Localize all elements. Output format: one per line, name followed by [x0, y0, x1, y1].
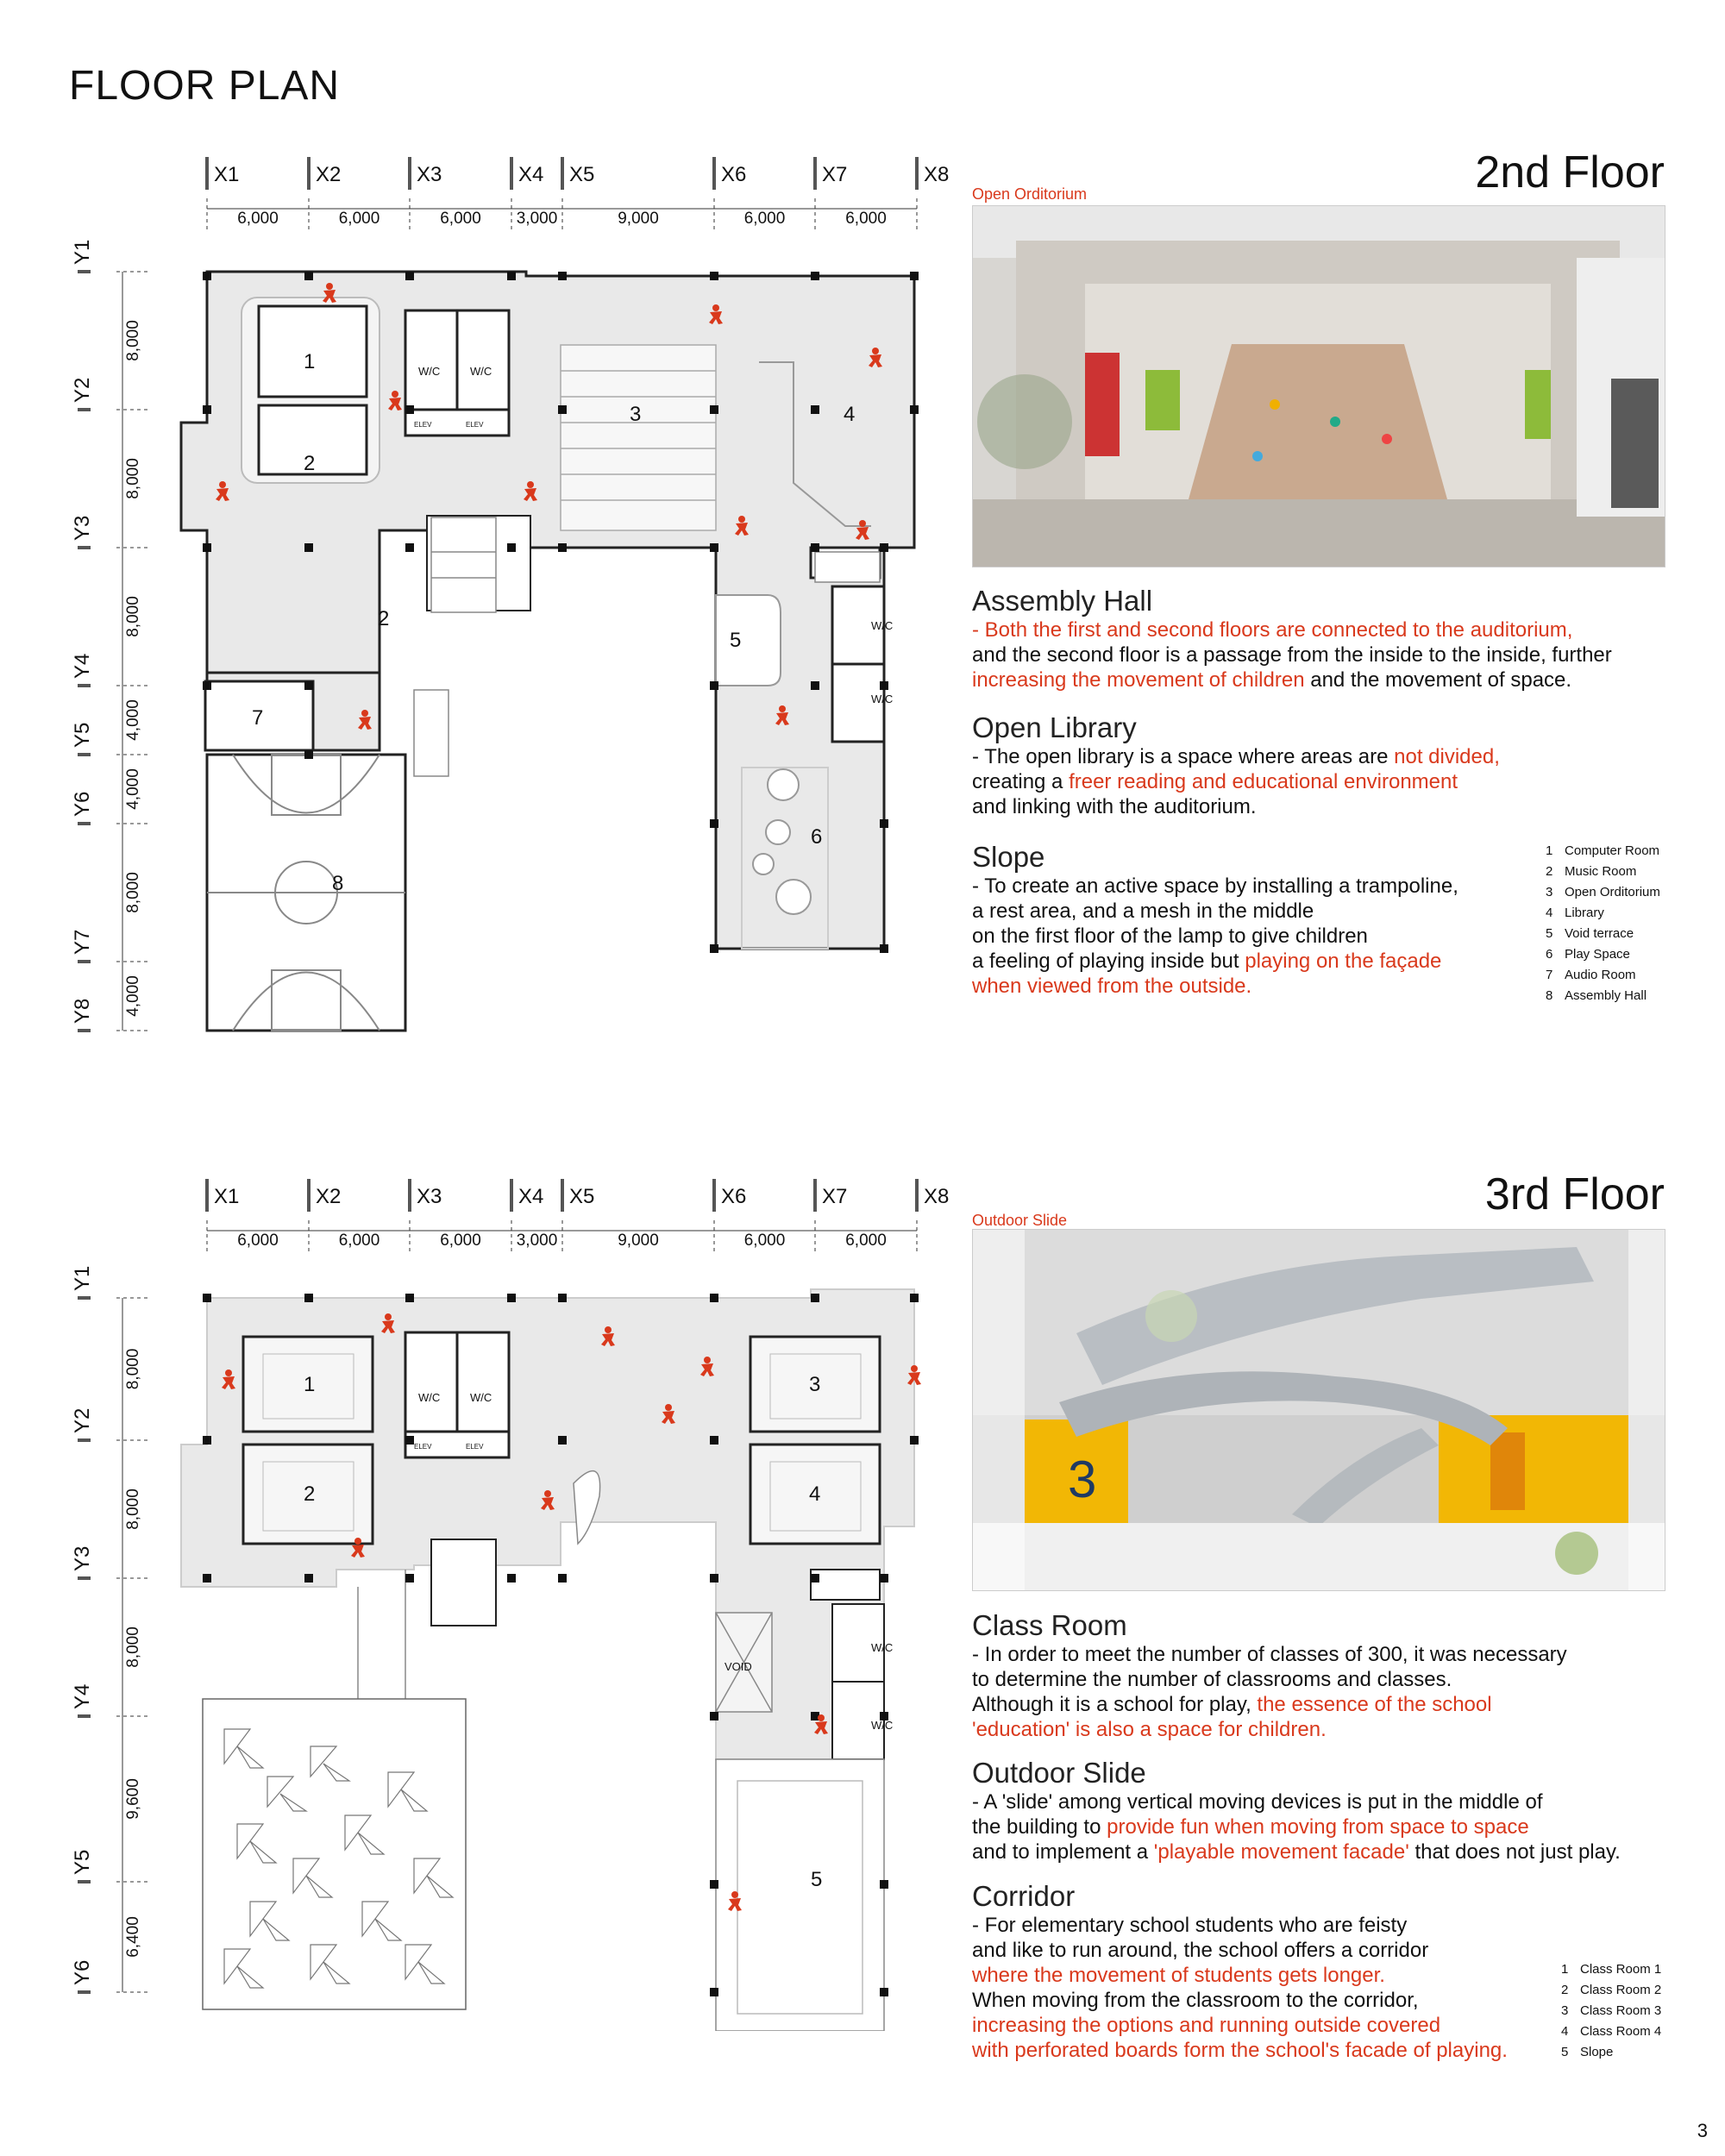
body-text: - For elementary school students who are feisty — [972, 1914, 1408, 1937]
legend-number: 5 — [1546, 926, 1553, 941]
floor3-slope-area — [716, 1759, 884, 2031]
floor2-plan — [52, 147, 949, 1035]
floor2-text-assembly-hall — [972, 617, 1679, 693]
floor3-text-class-room — [972, 1642, 1679, 1742]
floor2-xdim-1: 6,000 — [237, 210, 279, 228]
floor3-axis-x5: X5 — [569, 1185, 595, 1208]
floor2-photo-caption: Open Orditorium — [972, 185, 1088, 203]
floor2-column — [203, 543, 211, 552]
floor2-wc-1: W/C — [418, 365, 441, 378]
legend-label: Class Room 1 — [1580, 1962, 1662, 1977]
floor2-column — [405, 405, 414, 414]
floor3-column — [558, 1574, 567, 1583]
floor2-axis-y8: Y8 — [71, 998, 94, 1024]
floor3-pattern-triangle — [418, 1962, 444, 1984]
floor2-elev-2: ELEV — [466, 421, 484, 429]
floor2-void-terrace — [716, 595, 781, 686]
highlight-text: playing on the façade — [1245, 950, 1442, 973]
floor3-column — [910, 1294, 919, 1302]
floor3-text-line — [972, 1717, 1679, 1742]
floor2-column — [304, 750, 313, 759]
floor3-wc-2: W/C — [470, 1391, 492, 1404]
floor3-pattern-triangle — [267, 1777, 293, 1807]
floor3-column — [304, 1574, 313, 1583]
floor3-heading-outdoor-slide: Outdoor Slide — [972, 1757, 1146, 1789]
legend-label: Computer Room — [1565, 843, 1660, 858]
floor3-column — [558, 1436, 567, 1445]
floor3-pattern-triangle — [306, 1876, 332, 1897]
floor2-column — [203, 272, 211, 280]
floor2-column — [811, 681, 819, 690]
legend-label: Assembly Hall — [1565, 988, 1647, 1003]
floor3-xdim-3: 6,000 — [440, 1232, 481, 1250]
floor3-axis-y1: Y1 — [71, 1265, 94, 1291]
floor3-plan — [52, 1169, 949, 2031]
highlight-text: Both the first and second floors are connected to the auditorium, — [984, 618, 1573, 642]
legend-label: Void terrace — [1565, 926, 1634, 941]
highlight-text: when viewed from the outside. — [972, 975, 1252, 998]
highlight-text: where the movement of students gets longer. — [972, 1964, 1385, 1987]
floor3-title: 3rd Floor — [1484, 1169, 1665, 1219]
legend-label: Slope — [1580, 2045, 1614, 2059]
floor2-section-open-library — [972, 711, 1679, 819]
floor2-column — [880, 681, 888, 690]
floor3-column — [507, 1294, 516, 1302]
floor2-title: 2nd Floor — [1475, 147, 1665, 197]
floor3-text-line — [972, 1692, 1679, 1717]
floor3-section-class-room — [972, 1609, 1679, 1742]
floor3-axis-y3: Y3 — [71, 1545, 94, 1571]
floor3-pattern-triangle — [280, 1794, 306, 1811]
floor2-axis-x4: X4 — [518, 163, 544, 186]
floor3-xdim-7: 6,000 — [845, 1232, 887, 1250]
floor3-axis-y4: Y4 — [71, 1683, 94, 1709]
body-text: Although it is a school for play, — [972, 1693, 1258, 1716]
floor3-axis-y5: Y5 — [71, 1849, 94, 1875]
floor3-room-5: 5 — [811, 1868, 823, 1891]
floor2-column — [203, 681, 211, 690]
floor2-heading-assembly-hall: Assembly Hall — [972, 585, 1153, 617]
floor3-column — [710, 1988, 718, 1996]
floor3-xdim-1: 6,000 — [237, 1232, 279, 1250]
floor2-room-1: 1 — [304, 350, 316, 373]
floor3-column — [405, 1574, 414, 1583]
legend-number: 3 — [1561, 2003, 1569, 2018]
floor3-column — [507, 1574, 516, 1583]
floor2-axis-y6: Y6 — [71, 791, 94, 817]
floor3-pattern-triangle — [237, 1746, 263, 1768]
floor3-axis-x7: X7 — [822, 1185, 848, 1208]
floor3-column — [203, 1574, 211, 1583]
floor3-xdim-2: 6,000 — [338, 1232, 380, 1250]
floor2-axis-y7: Y7 — [71, 929, 94, 955]
floor2-legend-item — [1546, 965, 1660, 986]
legend-label: Play Space — [1565, 947, 1630, 962]
floor3-bridge — [203, 1570, 466, 2009]
floor2-column — [880, 944, 888, 953]
floor3-pattern-triangle — [323, 1962, 349, 1984]
floor2-column — [507, 543, 516, 552]
legend-number: 1 — [1546, 843, 1553, 858]
floor2-xdim-6: 6,000 — [743, 210, 786, 228]
legend-label: Audio Room — [1565, 968, 1636, 982]
floor3-room-2: 2 — [304, 1482, 316, 1506]
floor2-elev-1: ELEV — [414, 421, 432, 429]
floor2-axis-x8: X8 — [924, 163, 949, 186]
floor2-column — [910, 405, 919, 414]
floor2-section-slope — [972, 841, 1507, 999]
floor2-column — [710, 944, 718, 953]
floor2-text-line — [972, 667, 1679, 693]
floor2-room-6: 6 — [811, 825, 823, 849]
legend-number: 8 — [1546, 988, 1553, 1003]
floor3-ydim-1: 8,000 — [124, 1348, 142, 1390]
floor3-wc-1: W/C — [418, 1391, 441, 1404]
floor3-pattern-triangle — [427, 1876, 453, 1897]
highlight-text: increasing the movement of children — [972, 668, 1305, 692]
floor3-ydim-3: 8,000 — [124, 1626, 142, 1668]
floor3-text-outdoor-slide — [972, 1789, 1714, 1865]
floor3-room-1: 1 — [304, 1373, 316, 1396]
floor2-xdim-4: 3,000 — [516, 210, 558, 228]
body-text: - A 'slide' among vertical moving devices is put in the middle of — [972, 1790, 1543, 1814]
floor3-column — [710, 1880, 718, 1889]
floor3-pattern-triangle — [310, 1746, 336, 1777]
floor2-column — [405, 272, 414, 280]
floor3-legend-item — [1561, 2021, 1661, 2042]
floor2-axis-y1: Y1 — [71, 239, 94, 265]
floor3-column — [811, 1574, 819, 1583]
legend-label: Class Room 4 — [1580, 2024, 1662, 2039]
floor2-axis-x6: X6 — [721, 163, 747, 186]
floor2-legend-item — [1546, 944, 1660, 965]
floor3-text-line — [972, 1667, 1679, 1692]
floor2-column — [710, 819, 718, 828]
floor3-heading-corridor: Corridor — [972, 1880, 1076, 1912]
highlight-text: the essence of the school — [1257, 1693, 1492, 1716]
floor3-column — [710, 1712, 718, 1720]
floor2-ydim-4: 4,000 — [124, 699, 142, 741]
floor3-triangle-pattern — [224, 1729, 453, 1988]
floor2-axis-y5: Y5 — [71, 722, 94, 748]
floor3-column — [203, 1436, 211, 1445]
floor2-column — [811, 272, 819, 280]
body-text: that does not just play. — [1408, 1840, 1621, 1864]
floor2-wc-2: W/C — [470, 365, 492, 378]
floor2-wc-3: W/C — [871, 619, 894, 632]
floor2-column — [304, 543, 313, 552]
floor2-axis-x7: X7 — [822, 163, 848, 186]
legend-label: Class Room 2 — [1580, 1983, 1662, 1997]
floor2-column — [558, 405, 567, 414]
floor2-text-line — [972, 769, 1679, 794]
floor3-axis-x6: X6 — [721, 1185, 747, 1208]
highlight-text: 'education' is also a space for children. — [972, 1718, 1327, 1741]
floor3-text-line — [972, 1814, 1714, 1839]
floor2-column — [710, 681, 718, 690]
floor3-column — [880, 1880, 888, 1889]
body-text: a rest area, and a mesh in the middle — [972, 899, 1314, 923]
floor3-photo-outdoor-slide — [972, 1229, 1665, 1591]
floor2-room-4: 4 — [844, 403, 856, 426]
floor3-column — [203, 1294, 211, 1302]
floor3-column — [880, 1574, 888, 1583]
floor3-axis-y2: Y2 — [71, 1407, 94, 1433]
floor2-legend-item — [1546, 862, 1660, 882]
page-number: 3 — [1697, 2120, 1708, 2141]
body-text: creating a — [972, 770, 1070, 793]
body-text: a feeling of playing inside but — [972, 950, 1245, 973]
body-text: and linking with the auditorium. — [972, 795, 1257, 818]
floor3-ydim-5: 6,400 — [124, 1916, 142, 1958]
floor2-text-line — [972, 949, 1507, 974]
legend-number: 3 — [1546, 885, 1553, 899]
floor2-heading-open-library: Open Library — [972, 711, 1137, 743]
body-text: and the movement of space. — [1304, 668, 1572, 692]
floor3-column — [880, 1988, 888, 1996]
floor3-xdim-6: 6,000 — [743, 1232, 786, 1250]
floor3-pattern-triangle — [263, 1919, 289, 1940]
highlight-text: provide fun when moving from space to space — [1107, 1815, 1529, 1839]
floor3-pattern-triangle — [401, 1789, 427, 1811]
floor2-axis-y2: Y2 — [71, 377, 94, 403]
floor2-column — [910, 272, 919, 280]
floor2-column — [558, 543, 567, 552]
floor3-legend — [1561, 1959, 1661, 2063]
legend-number: 4 — [1546, 906, 1553, 920]
legend-number: 5 — [1561, 2045, 1569, 2059]
floor2-column — [880, 543, 888, 552]
floor3-axis-y6: Y6 — [71, 1959, 94, 1985]
floor2-text-line — [972, 617, 1679, 642]
floor2-text-open-library — [972, 744, 1679, 819]
floor3-slide-opening — [574, 1471, 600, 1544]
floor2-column — [880, 819, 888, 828]
floor3-legend-item — [1561, 1959, 1661, 1980]
highlight-text: not divided, — [1394, 745, 1500, 768]
floor2-axis-x5: X5 — [569, 163, 595, 186]
body-text: and like to run around, the school offers a corridor — [972, 1939, 1429, 1962]
floor2-column — [558, 272, 567, 280]
floor2-ydim-5: 4,000 — [124, 768, 142, 810]
legend-label: Open Orditorium — [1565, 885, 1660, 899]
body-text: and to implement a — [972, 1840, 1154, 1864]
floor3-pattern-triangle — [237, 1966, 263, 1988]
floor2-text-line — [972, 899, 1507, 924]
floor2-column — [710, 405, 718, 414]
floor2-legend — [1546, 841, 1660, 1006]
floor2-room-5: 5 — [730, 629, 742, 652]
floor2-column — [405, 543, 414, 552]
highlight-text: with perforated boards form the school's facade of playing. — [972, 2039, 1508, 2062]
floor2-legend-item — [1546, 986, 1660, 1006]
floor3-pattern-triangle — [323, 1764, 349, 1781]
body-text: on the first floor of the lamp to give children — [972, 924, 1368, 948]
floor3-heading-class-room: Class Room — [972, 1609, 1127, 1641]
floor3-photo-caption: Outdoor Slide — [972, 1212, 1068, 1229]
floor2-room-2b: 2 — [378, 607, 390, 630]
floor2-text-line — [972, 874, 1507, 899]
floor2-text-line — [972, 744, 1679, 769]
floor2-column — [507, 272, 516, 280]
body-text: - To create an active space by installing a trampoline, — [972, 874, 1458, 898]
floor2-axis-x3: X3 — [417, 163, 442, 186]
floor2-basketball-court — [207, 755, 405, 1031]
floor3-column — [811, 1294, 819, 1302]
floor2-ydim-6: 8,000 — [124, 872, 142, 913]
body-text: When moving from the classroom to the corridor, — [972, 1989, 1419, 2012]
floor2-auditorium-stairs — [561, 345, 716, 530]
floor2-text-slope — [972, 874, 1507, 999]
floor3-ydim-4: 9,600 — [124, 1778, 142, 1820]
highlight-text: freer reading and educational environment — [1069, 770, 1458, 793]
floor3-column — [710, 1294, 718, 1302]
floor2-axis-x1: X1 — [214, 163, 240, 186]
floor3-section-outdoor-slide — [972, 1757, 1714, 1865]
legend-number: 1 — [1561, 1962, 1569, 1977]
floor2-column — [811, 543, 819, 552]
floor3-column — [558, 1294, 567, 1302]
legend-label: Library — [1565, 906, 1604, 920]
highlight-text: 'playable movement facade' — [1153, 1840, 1409, 1864]
body-text: the building to — [972, 1815, 1107, 1839]
floor2-column — [811, 405, 819, 414]
floor3-axis-x2: X2 — [316, 1185, 342, 1208]
floor2-ydim-2: 8,000 — [124, 458, 142, 499]
floor2-legend-item — [1546, 882, 1660, 903]
floor3-pattern-triangle — [375, 1919, 401, 1940]
floor3-pattern-triangle — [358, 1833, 384, 1854]
floor3-legend-item — [1561, 1980, 1661, 2001]
legend-label: Class Room 3 — [1580, 2003, 1662, 2018]
floor3-wc-3: W/C — [871, 1641, 894, 1654]
floor2-axis-x2: X2 — [316, 163, 342, 186]
floor3-column — [304, 1294, 313, 1302]
floor3-photo-number: 3 — [1068, 1451, 1097, 1508]
floor3-text-line — [972, 1789, 1714, 1814]
floor3-column — [405, 1294, 414, 1302]
floor2-xdim-3: 6,000 — [440, 210, 481, 228]
highlight-text: - — [972, 618, 985, 642]
highlight-text: increasing the options and running outside covered — [972, 2014, 1441, 2037]
floor3-ydim-2: 8,000 — [124, 1489, 142, 1530]
floor3-elev-2: ELEV — [466, 1443, 484, 1451]
floor3-legend-item — [1561, 2042, 1661, 2063]
floor3-void-label: VOID — [724, 1660, 752, 1673]
floor2-ydim-1: 8,000 — [124, 320, 142, 361]
floor3-room-4: 4 — [809, 1482, 821, 1506]
floor2-ydim-7: 4,000 — [124, 975, 142, 1017]
legend-number: 2 — [1546, 864, 1553, 879]
floor2-xdim-5: 9,000 — [618, 210, 659, 228]
floor2-axis-y4: Y4 — [71, 653, 94, 679]
floor2-xdim-7: 6,000 — [845, 210, 887, 228]
floor3-axis-x8: X8 — [924, 1185, 949, 1208]
body-text: - The open library is a space where areas are — [972, 745, 1395, 768]
floor2-column — [304, 272, 313, 280]
legend-number: 6 — [1546, 947, 1553, 962]
floor2-room-7: 7 — [252, 706, 264, 730]
floor2-ydim-3: 8,000 — [124, 596, 142, 637]
floor2-column — [710, 543, 718, 552]
legend-number: 7 — [1546, 968, 1553, 982]
floor2-text-line — [972, 642, 1679, 667]
floor3-text-line — [972, 1839, 1714, 1865]
floor2-room-2: 2 — [304, 452, 316, 475]
body-text: - In order to meet the number of classes of 300, it was necessary — [972, 1643, 1567, 1666]
floor3-xdim-5: 9,000 — [618, 1232, 659, 1250]
floor2-section-assembly-hall — [972, 585, 1679, 693]
floor3-legend-item — [1561, 2001, 1661, 2021]
floor3-column — [910, 1436, 919, 1445]
floor2-photo-open-auditorium — [972, 205, 1665, 567]
floor2-column — [710, 272, 718, 280]
floor2-column — [203, 405, 211, 414]
page-title: FLOOR PLAN — [69, 63, 341, 109]
floor3-column — [405, 1436, 414, 1445]
floor2-column — [304, 681, 313, 690]
floor2-room-3: 3 — [630, 403, 642, 426]
legend-number: 2 — [1561, 1983, 1569, 1997]
floor3-axis-x1: X1 — [214, 1185, 240, 1208]
floor3-wc-4: W/C — [871, 1719, 894, 1732]
floor3-elev-1: ELEV — [414, 1443, 432, 1451]
floor2-legend-item — [1546, 841, 1660, 862]
floor2-text-line — [972, 924, 1507, 949]
floor2-heading-slope: Slope — [972, 841, 1045, 873]
floor3-xdim-4: 3,000 — [516, 1232, 558, 1250]
body-text: to determine the number of classrooms and classes. — [972, 1668, 1452, 1691]
legend-number: 4 — [1561, 2024, 1569, 2039]
floor2-text-line — [972, 794, 1679, 819]
floor3-column — [710, 1574, 718, 1583]
floor2-text-line — [972, 974, 1507, 999]
floor2-wc-4: W/C — [871, 693, 894, 705]
floor3-column — [710, 1436, 718, 1445]
floor2-room-8: 8 — [332, 872, 344, 895]
floor3-axis-x3: X3 — [417, 1185, 442, 1208]
floor2-axis-y3: Y3 — [71, 515, 94, 541]
floor3-room-3: 3 — [809, 1373, 821, 1396]
floor2-legend-item — [1546, 924, 1660, 944]
floor3-text-line — [972, 1913, 1679, 1938]
legend-label: Music Room — [1565, 864, 1637, 879]
floor3-pattern-triangle — [250, 1841, 276, 1863]
floor2-xdim-2: 6,000 — [338, 210, 380, 228]
floor3-axis-x4: X4 — [518, 1185, 544, 1208]
floor2-legend-item — [1546, 903, 1660, 924]
floor3-text-line — [972, 1642, 1679, 1667]
body-text: and the second floor is a passage from the inside to the inside, further — [972, 643, 1612, 667]
